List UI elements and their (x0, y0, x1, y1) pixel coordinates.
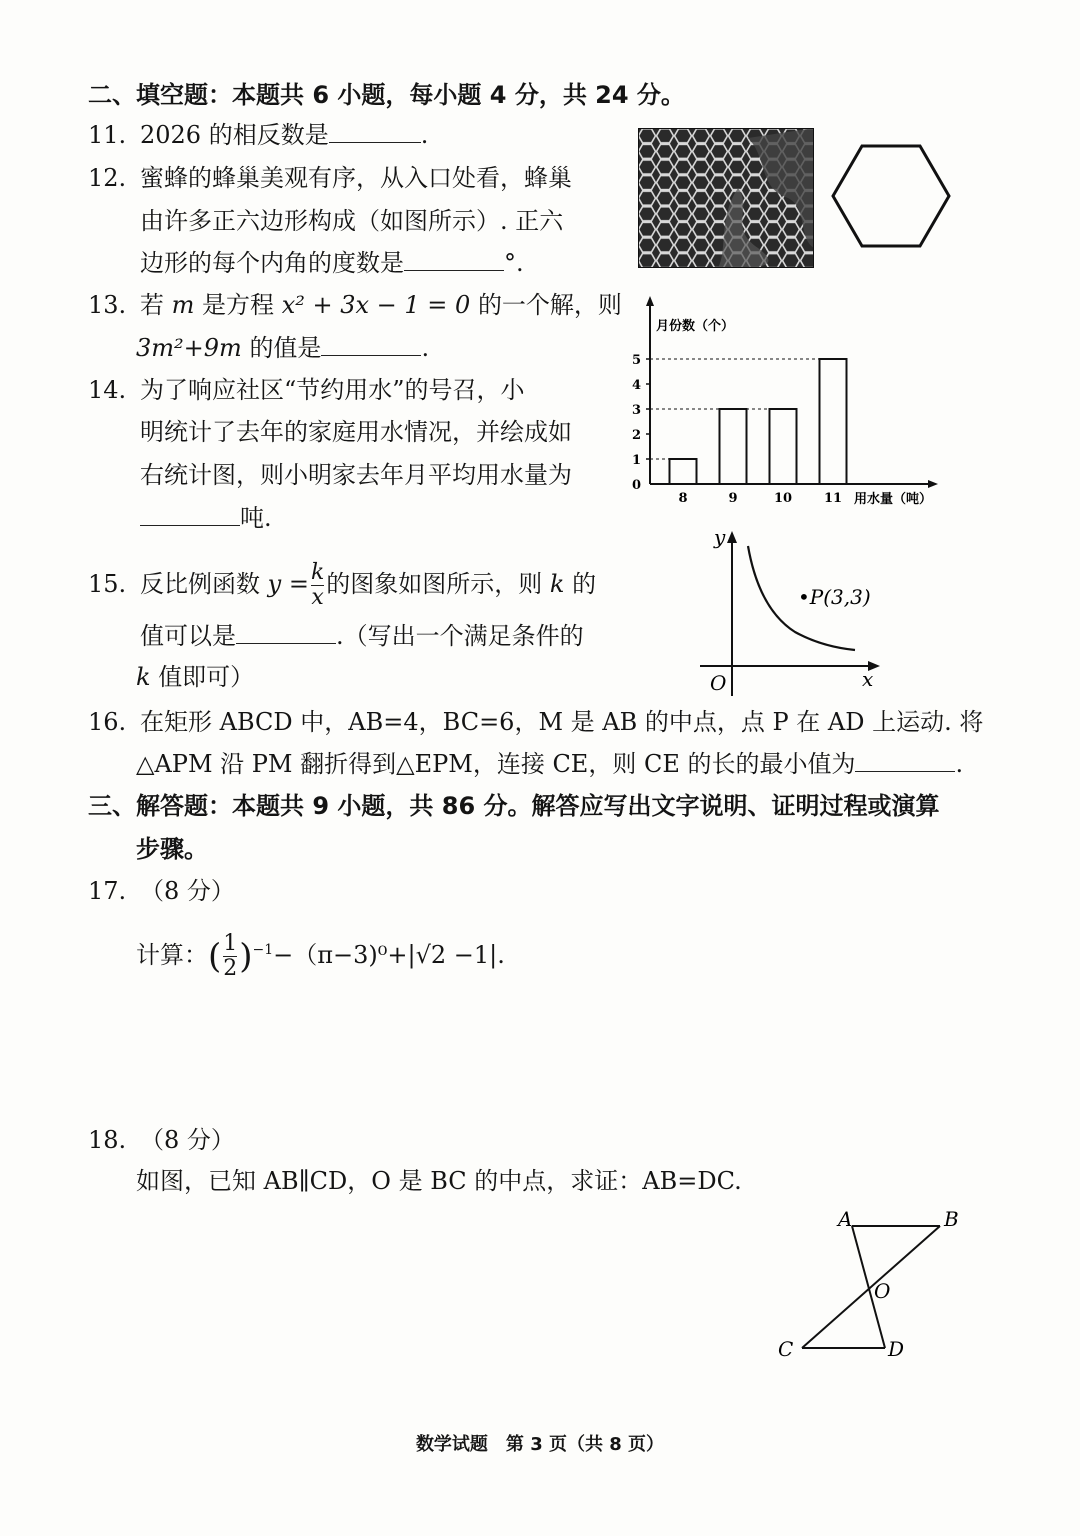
question-text: 边形的每个内角的度数是 (140, 249, 404, 277)
numerator: 1 (223, 931, 238, 956)
paren-left: ( (208, 936, 222, 977)
question-score: （8 分） (140, 1126, 235, 1154)
answer-blank (329, 120, 421, 143)
question-15 (88, 561, 596, 610)
answer-blank (404, 248, 504, 271)
origin-label: O (710, 671, 727, 695)
section2-header: 二、填空题：本题共 6 小题，每小题 4 分，共 24 分。 (88, 81, 685, 109)
answer-blank (140, 503, 240, 526)
punct: °. (504, 249, 524, 277)
question-14 (88, 375, 525, 405)
question-number: 16. (88, 708, 127, 736)
inverse-function-graph (690, 526, 890, 700)
question-text: 计算： (136, 941, 208, 969)
y-axis-arrow (727, 531, 737, 543)
punct: . (420, 121, 429, 149)
function-y: y = (267, 570, 309, 598)
bar-11 (820, 359, 847, 484)
bar-10 (770, 409, 797, 484)
x-ticks (678, 491, 842, 506)
question-14-line2: 明统计了去年的家庭用水情况，并绘成如 (140, 418, 572, 446)
denominator: x (311, 585, 324, 610)
variable-k: k (549, 570, 565, 598)
question-16-line2 (136, 749, 963, 779)
question-12 (88, 163, 572, 193)
question-11 (88, 120, 428, 150)
page-footer: 数学试题 第 3 页（共 8 页） (415, 1434, 665, 1455)
question-line: 在矩形 ABCD 中，AB=4，BC=6，M 是 AB 的中点，点 P 在 AD 上运动. 将 (140, 708, 984, 736)
question-15-line3 (136, 662, 254, 692)
question-line: 蜜蜂的蜂巢美观有序，从入口处看，蜂巢 (140, 164, 572, 192)
question-text: 值即可） (158, 663, 255, 691)
question-16 (88, 707, 983, 737)
fraction-k-over-x (311, 561, 324, 610)
numerator: k (310, 560, 325, 585)
segment-bc (802, 1226, 940, 1348)
x-tick-label: 11 (823, 491, 843, 506)
hexagon-figure (828, 140, 958, 252)
question-text: △APM 沿 PM 翻折得到△EPM，连接 CE，则 CE 的长的最小值为 (136, 750, 856, 778)
question-13-line2 (136, 333, 429, 363)
answer-blank (855, 749, 955, 772)
x-tick-label: 8 (678, 491, 688, 506)
question-text: 值可以是 (140, 622, 236, 650)
question-12-line3 (140, 248, 524, 278)
question-text: 2026 的相反数是 (140, 121, 329, 149)
honeycomb-photo (638, 128, 814, 268)
punct: . (955, 750, 964, 778)
y-tick-label: 5 (632, 353, 642, 368)
question-score: （8 分） (140, 877, 235, 905)
answer-blank (321, 333, 421, 356)
point-p-label: •P(3,3) (798, 585, 871, 609)
y-tick-label: 4 (632, 378, 642, 393)
x-axis-label: 用水量（吨） (854, 492, 933, 507)
question-text: .（写出一个满足条件的 (336, 622, 584, 650)
section3-header: 三、解答题：本题共 9 小题，共 86 分。解答应写出文字说明、证明过程或演算 (88, 792, 940, 820)
y-tick-label: 0 (632, 478, 642, 493)
question-text: 反比例函数 (140, 570, 260, 598)
question-17 (88, 876, 235, 906)
water-usage-bar-chart (620, 292, 950, 512)
question-number: 13. (88, 291, 127, 319)
question-number: 17. (88, 877, 127, 905)
question-15-line2 (140, 621, 584, 651)
x-tick-label: 10 (773, 491, 793, 506)
geometry-figure-18 (770, 1200, 970, 1370)
expression-rest: −（π−3)⁰+|√2 −1|. (273, 941, 505, 969)
question-13 (88, 290, 622, 320)
point-o-label: O (874, 1279, 891, 1303)
question-text: 的一个解，则 (477, 291, 622, 319)
question-number: 11. (88, 121, 127, 149)
answer-blank (236, 621, 336, 644)
question-18-text: 如图，已知 AB∥CD，O 是 BC 的中点，求证：AB=DC. (136, 1167, 742, 1195)
section3-header-line2: 步骤。 (136, 835, 208, 863)
x-axis-arrow (928, 480, 938, 488)
question-number: 12. (88, 164, 127, 192)
question-17-expression (136, 932, 505, 981)
point-c-label: C (778, 1337, 794, 1361)
point-a-label: A (838, 1207, 853, 1231)
point-d-label: D (888, 1337, 905, 1361)
paren-right: ) (239, 936, 253, 977)
equation: x² + 3x − 1 = 0 (281, 291, 471, 319)
y-axis-arrow (646, 296, 654, 306)
question-text: 的值是 (249, 334, 322, 362)
question-18 (88, 1125, 235, 1155)
question-14-line4 (140, 503, 272, 533)
expression: 3m²+9m (136, 334, 242, 362)
bar-9 (720, 409, 747, 484)
variable-m: m (171, 291, 195, 319)
y-tick-label: 2 (632, 428, 642, 443)
bar-8 (670, 459, 697, 484)
exponent: −1 (252, 942, 274, 958)
punct: . (421, 334, 430, 362)
bars (650, 359, 847, 484)
x-label: x (862, 667, 874, 691)
question-number: 18. (88, 1126, 127, 1154)
y-tick-label: 3 (632, 403, 642, 418)
question-line: 为了响应社区“节约用水”的号召，小 (140, 376, 525, 404)
y-label: y (714, 526, 726, 549)
question-text: 吨. (240, 504, 272, 532)
question-number: 14. (88, 376, 127, 404)
variable-k: k (136, 663, 151, 691)
question-text: 是方程 (202, 291, 275, 319)
fraction-one-half (223, 932, 237, 981)
question-text: 若 (140, 291, 164, 319)
question-text: 的图象如图所示，则 (326, 570, 543, 598)
y-ticks (632, 353, 650, 493)
x-tick-label: 9 (728, 491, 738, 506)
question-12-line2: 由许多正六边形构成（如图所示）. 正六 (140, 207, 564, 235)
question-14-line3: 右统计图，则小明家去年月平均用水量为 (140, 461, 572, 489)
question-number: 15. (88, 570, 127, 598)
question-text: 的 (572, 570, 597, 598)
point-b-label: B (944, 1207, 959, 1231)
y-tick-label: 1 (632, 453, 642, 468)
denominator: 2 (223, 956, 238, 981)
y-axis-label: 月份数（个） (656, 319, 735, 334)
